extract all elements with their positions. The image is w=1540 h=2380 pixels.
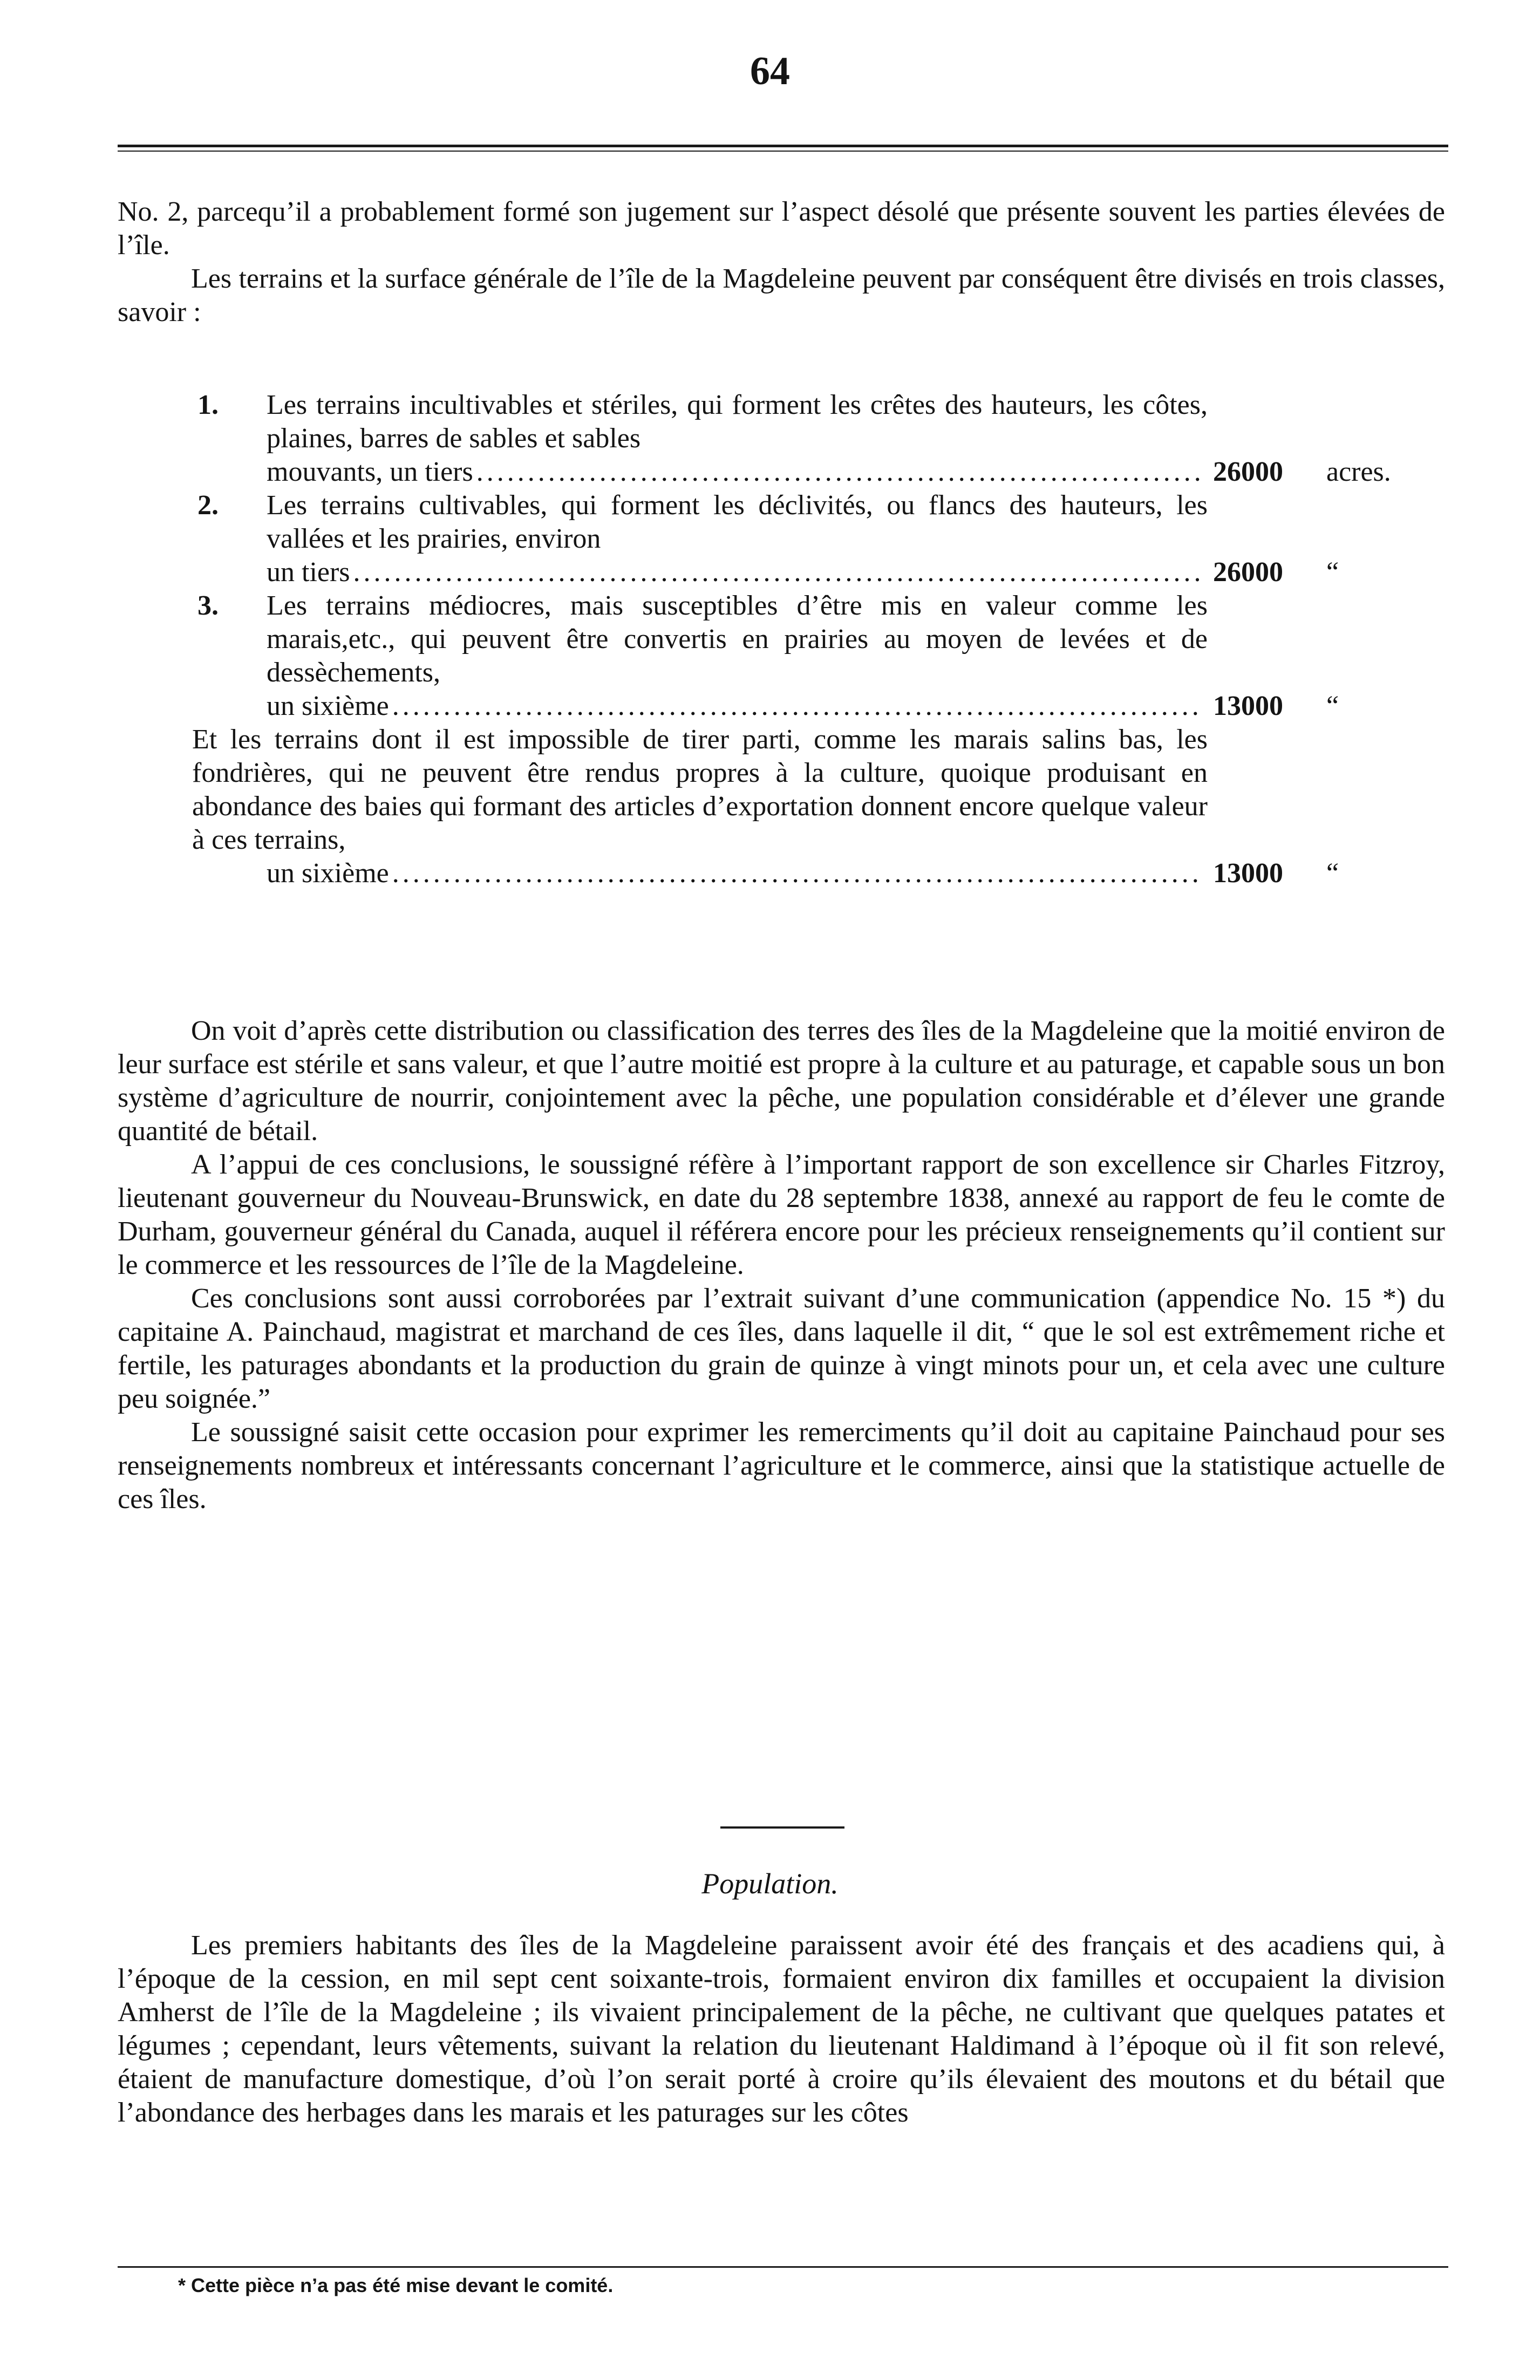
dot-leader [392,690,1200,723]
land-class-description: Les terrains incultivables et stériles, qui forment les crêtes des hauteurs, les côtes, plaines, barres de sables et sables [267,390,1208,454]
land-classes-list [118,388,1445,890]
body-paragraph-4: Le soussigné saisit cette occasion pour exprimer les remerciments qu’il doit au capitaine Painchaud pour ses renseignements nombreux et intéressants concernant l’agriculture et le commerce, ainsi que la statistique actuelle de ces îles. [118,1417,1445,1515]
dot-leader [476,455,1200,489]
land-class-fraction: un sixième [267,858,389,889]
land-class-acreage: 13000 [1213,858,1283,889]
land-class-unit: “ [1326,691,1339,721]
footnote-rule [118,2266,1448,2268]
intro-paragraph-2: Les terrains et la surface générale de l’île de la Magdeleine peuvent par conséquent être divisés en trois classes, savoir : [118,263,1445,328]
land-class-description: Les terrains médiocres, mais susceptibles d’être mis en valeur comme les marais,etc., qui peuvent être convertis en prairies au moyen de levées et de dessèchements, [267,590,1208,688]
header-double-rule [118,145,1448,152]
land-class-item [118,589,1445,723]
population-text [118,1929,1445,2130]
body-paragraph-3: Ces conclusions sont aussi corroborées par l’extrait suivant d’une communication (appendice No. 15 *) du capitaine A. Painchaud, magistrat et marchand de ces îles, dans laquelle il dit, “ que le sol est extrêmement riche et fertile, les paturages abondants et la production du grain de quinze à vingt minots pour un, et cela avec une culture peu soignée.” [118,1283,1445,1414]
land-class-description: Les terrains cultivables, qui forment les déclivités, ou flancs des hauteurs, les vallées et les prairies, environ [267,490,1208,554]
land-class-total-line [267,455,1445,489]
land-class-fraction: un tiers [267,557,350,588]
land-class-description: Et les terrains dont il est impossible de tirer parti, comme les marais salins bas, les fondrières, qui ne peuvent être rendus propres à la culture, quoique produisant en abondance des baies qui formant des articles d’exportation donnent encore quelque valeur à ces terrains, [192,724,1208,855]
land-class-unit: “ [1326,557,1339,588]
dot-leader [353,556,1200,589]
land-class-acreage: 26000 [1213,456,1283,487]
section-title: Population. [701,1867,839,1900]
land-class-unit: “ [1326,858,1339,889]
land-class-total-line [267,690,1445,723]
land-class-number: 3. [197,590,219,621]
land-class-unit: acres. [1326,456,1391,487]
body-text [118,1014,1445,1516]
land-class-acreage: 26000 [1213,557,1283,588]
body-paragraph-1: On voit d’après cette distribution ou classification des terres des îles de la Magdeleine que la moitié environ de leur surface est stérile et sans valeur, et que l’autre moitié est propre à la culture et au paturage, et capable sous un bon système d’agriculture de nourrir, conjointement avec la pêche, une population considérable et d’élever une grande quantité de bétail. [118,1015,1445,1147]
page-number: 64 [750,49,790,93]
land-class-item [118,388,1445,489]
land-class-item [118,723,1445,890]
land-class-acreage: 13000 [1213,691,1283,721]
dot-leader [392,857,1200,890]
intro-text [118,195,1445,329]
land-class-fraction: un sixième [267,691,389,721]
intro-paragraph-1: No. 2, parcequ’il a probablement formé son jugement sur l’aspect désolé que présente souvent les parties élevées de l’île. [118,196,1445,261]
land-class-item [118,489,1445,589]
footnote: * Cette pièce n’a pas été mise devant le comité. [178,2274,614,2296]
land-class-fraction: mouvants, un tiers [267,456,473,487]
population-paragraph: Les premiers habitants des îles de la Magdeleine paraissent avoir été des français et des acadiens qui, à l’époque de la cession, en mil sept cent soixante-trois, formaient environ dix familles et occupaient la division Amherst de l’île de la Magdeleine ; ils vivaient principalement de la pêche, ne cultivant que quelques patates et légumes ; cependant, leurs vêtements, suivant la relation du lieutenant Haldimand à l’époque où il fit son relevé, étaient de manufacture domestique, d’où l’on serait porté à croire qu’ils élevaient des moutons et du bétail que l’abondance des herbages dans les marais et les paturages sur les côtes [118,1930,1445,2128]
body-paragraph-2: A l’appui de ces conclusions, le soussigné réfère à l’important rapport de son excellence sir Charles Fitzroy, lieutenant gouverneur du Nouveau-Brunswick, en date du 28 septembre 1838, annexé au rapport de feu le comte de Durham, gouverneur général du Canada, auquel il référera encore pour les précieux renseignements qu’il contient sur le commerce et les ressources de l’île de la Magdeleine. [118,1149,1445,1280]
land-class-total-line [267,556,1445,589]
land-class-number: 2. [197,490,219,521]
land-class-number: 1. [197,390,219,420]
section-divider [720,1826,844,1829]
land-class-total-line [192,857,1445,890]
